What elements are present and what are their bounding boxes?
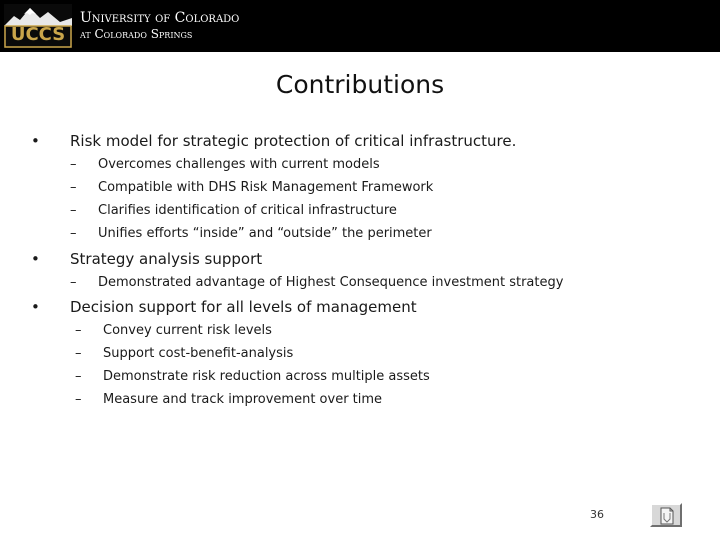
university-line-2: at Colorado Springs xyxy=(80,27,193,41)
logo-letters: UCCS xyxy=(10,24,66,45)
uccs-logo xyxy=(4,4,72,48)
bullet-text: Strategy analysis support xyxy=(70,250,263,268)
university-line-1: University of Colorado xyxy=(80,10,240,26)
dash-marker: – xyxy=(75,346,82,361)
sub-item-text: Unifies efforts “inside” and “outside” the perimeter xyxy=(98,226,432,241)
page-number: 36 xyxy=(590,508,604,521)
sub-item-text: Demonstrate risk reduction across multiple assets xyxy=(103,369,430,384)
bullet-marker: • xyxy=(31,298,40,316)
dash-marker: – xyxy=(75,323,82,338)
sub-item-text: Demonstrated advantage of Highest Consequence investment strategy xyxy=(98,275,564,290)
header-bar xyxy=(0,0,720,52)
sub-item-text: Support cost-benefit-analysis xyxy=(103,346,294,361)
bullet-marker: • xyxy=(31,132,40,150)
bullet-text: Decision support for all levels of management xyxy=(70,298,417,316)
university-name xyxy=(80,10,239,42)
dash-marker: – xyxy=(70,180,77,195)
dash-marker: – xyxy=(75,369,82,384)
dash-marker: – xyxy=(75,392,82,407)
sub-item-text: Compatible with DHS Risk Management Framework xyxy=(98,180,434,195)
dash-marker: – xyxy=(70,157,77,172)
slide-title: Contributions xyxy=(275,70,445,99)
sub-item-text: Convey current risk levels xyxy=(103,323,272,338)
dash-marker: – xyxy=(70,226,77,241)
sub-item-text: Clarifies identification of critical infrastructure xyxy=(98,203,397,218)
dash-marker: – xyxy=(70,275,77,290)
dash-marker: – xyxy=(70,203,77,218)
document-nav-button[interactable] xyxy=(650,503,682,527)
document-nav-icon xyxy=(659,507,675,525)
bullet-marker: • xyxy=(31,250,40,268)
sub-item-text: Overcomes challenges with current models xyxy=(98,157,380,172)
bullet-text: Risk model for strategic protection of critical infrastructure. xyxy=(70,132,517,150)
sub-item-text: Measure and track improvement over time xyxy=(103,392,383,407)
